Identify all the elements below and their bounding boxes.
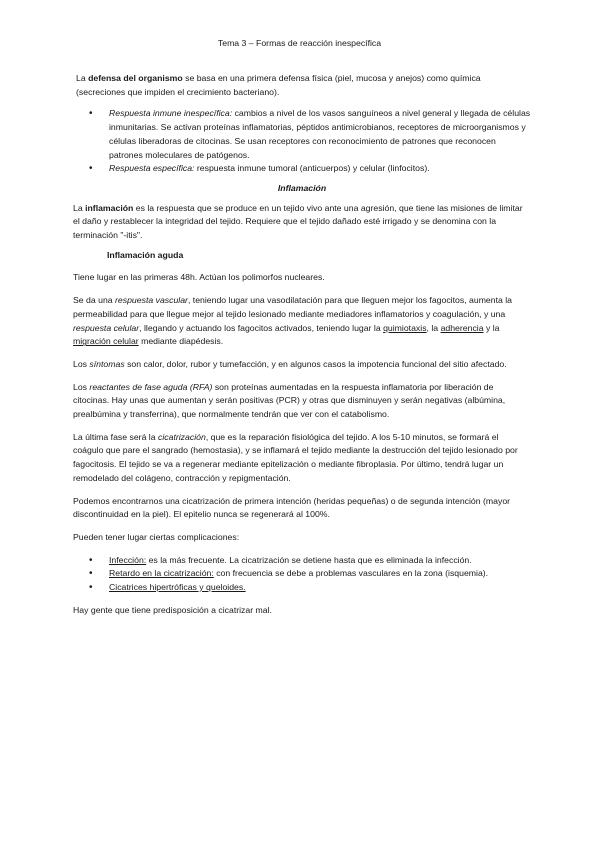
text: , llegando y actuando los fagocitos activados, teniendo lugar la: [139, 322, 384, 333]
complications-list: [73, 554, 531, 595]
text: , la: [426, 322, 441, 333]
underlined-term: adherencia: [440, 322, 484, 333]
intro-text: La: [76, 73, 89, 83]
bold-term: inflamación: [85, 202, 134, 213]
list-item-term: Cicatrices hipertróficas y queloides.: [109, 582, 246, 593]
paragraph-complicaciones: Pueden tener lugar ciertas complicaciones:: [73, 531, 240, 542]
paragraph-rfa: [73, 381, 531, 422]
list-item-text: es la más frecuente. La cicatrización se detiene hasta que es eliminada la infección.: [146, 554, 472, 565]
list-item-text: con frecuencia se debe a problemas vasculares en la zona (isquemia).: [213, 568, 489, 579]
list-item: [73, 554, 531, 568]
intro-paragraph: [73, 72, 531, 99]
inflammation-definition: [73, 202, 531, 243]
paragraph-final: Hay gente que tiene predisposición a cicatrizar mal.: [73, 604, 272, 615]
text: mediante diapédesis.: [138, 336, 224, 347]
paragraph-sintomas: [73, 358, 531, 372]
text: Los: [73, 358, 90, 369]
subsection-heading: Inflamación aguda: [107, 249, 184, 260]
list-item: [73, 107, 531, 162]
list-item-term: Retardo en la cicatrización:: [109, 568, 214, 579]
list-item: [73, 581, 531, 595]
text: Los: [73, 381, 90, 392]
list-item: [73, 162, 531, 176]
text: La: [73, 202, 86, 213]
document-body: [73, 72, 531, 618]
text: y la: [483, 322, 500, 333]
response-list: [73, 107, 531, 176]
paragraph-intencion: Podemos encontrarnos una cicatrización de primera intención (heridas pequeñas) o de segunda intención (mayor discontinuidad en la piel). El epitelio nunca se regenerará al 100%.: [73, 495, 511, 520]
text: son calor, dolor, rubor y tumefacción, y en algunos casos la impotencia funcional del sitio afectado.: [124, 358, 507, 369]
section-heading: Inflamación: [277, 182, 327, 193]
intro-text-rest: se basa en una primera defensa física (piel, mucosa y anejos) como química (secreciones que impiden el crecimiento bacteriano).: [76, 73, 481, 97]
paragraph-vascular: [73, 294, 531, 349]
text: es la respuesta que se produce en un tejido vivo ante una agresión, que tiene las misiones de limitar el daño y restablecer la integridad del tejido. Requiere que el tejido dañado esté irrigado y se denomina con la terminación "-itis".: [73, 202, 523, 241]
italic-term: respuesta celular: [73, 322, 140, 333]
underlined-term: quimiotaxis: [383, 322, 427, 333]
list-item: [73, 567, 531, 581]
list-item-term: Infección:: [109, 554, 147, 565]
list-item-text: cambios a nivel de los vasos sanguíneos a nivel general y llegada de células inmunitarias. Se activan proteínas inflamatorias, péptidos antimicrobianos, receptores de microorganismos y células liberadoras de citocinas. Se usan receptores con reconocimiento de patrones que reconocen patrones moleculares de patógenos.: [109, 108, 531, 160]
list-item-term: Respuesta inmune inespecífica:: [109, 108, 233, 119]
page-header: Tema 3 – Formas de reacción inespecífica: [217, 38, 382, 48]
paragraph-cicatrizacion: [73, 431, 531, 486]
paragraph-aguda: Tiene lugar en las primeras 48h. Actúan los polimorfos nucleares.: [73, 272, 325, 283]
italic-term: síntomas: [89, 358, 125, 369]
text: Se da una: [73, 295, 116, 306]
text: , que es la reparación fisiológica del tejido. A los 5-10 minutos, se formará el coágulo que pare el sangrado (hemostasia), y se inflamará el tejido mediante la destrucción del tejido lesionado por fagocitosis. El tejido se va a regenerar mediante epitelización o mediante fibroplasia. Por último, tendrá lugar un remodelado del colágeno, contracción y repigmentación.: [73, 431, 518, 483]
italic-term: reactantes de fase aguda (RFA): [89, 381, 213, 392]
underlined-term: migración celular: [73, 336, 139, 347]
list-item-text: respuesta inmune tumoral (anticuerpos) y celular (linfocitos).: [194, 163, 430, 174]
text: , teniendo lugar una vasodilatación para que lleguen mejor los fagocitos, aumenta la permeabilidad para que llegue mejor al tejido lesionado mediante mediadores inflamatorios y coagulación, y una: [73, 295, 513, 319]
intro-bold-term: defensa del organismo: [88, 73, 183, 83]
text: La última fase será la: [73, 431, 158, 442]
italic-term: cicatrización: [158, 431, 206, 442]
italic-term: respuesta vascular: [115, 295, 188, 306]
list-item-term: Respuesta específica:: [109, 163, 195, 174]
text: son proteínas aumentadas en la respuesta inflamatoria por liberación de citocinas. Hay unas que aumentan y serán positivas (PCR) y otras que disminuyen y serán negativas (albúmina, prealbúmina y transferrina), que normalmente tendrán que ver con el catabolismo.: [73, 381, 506, 420]
